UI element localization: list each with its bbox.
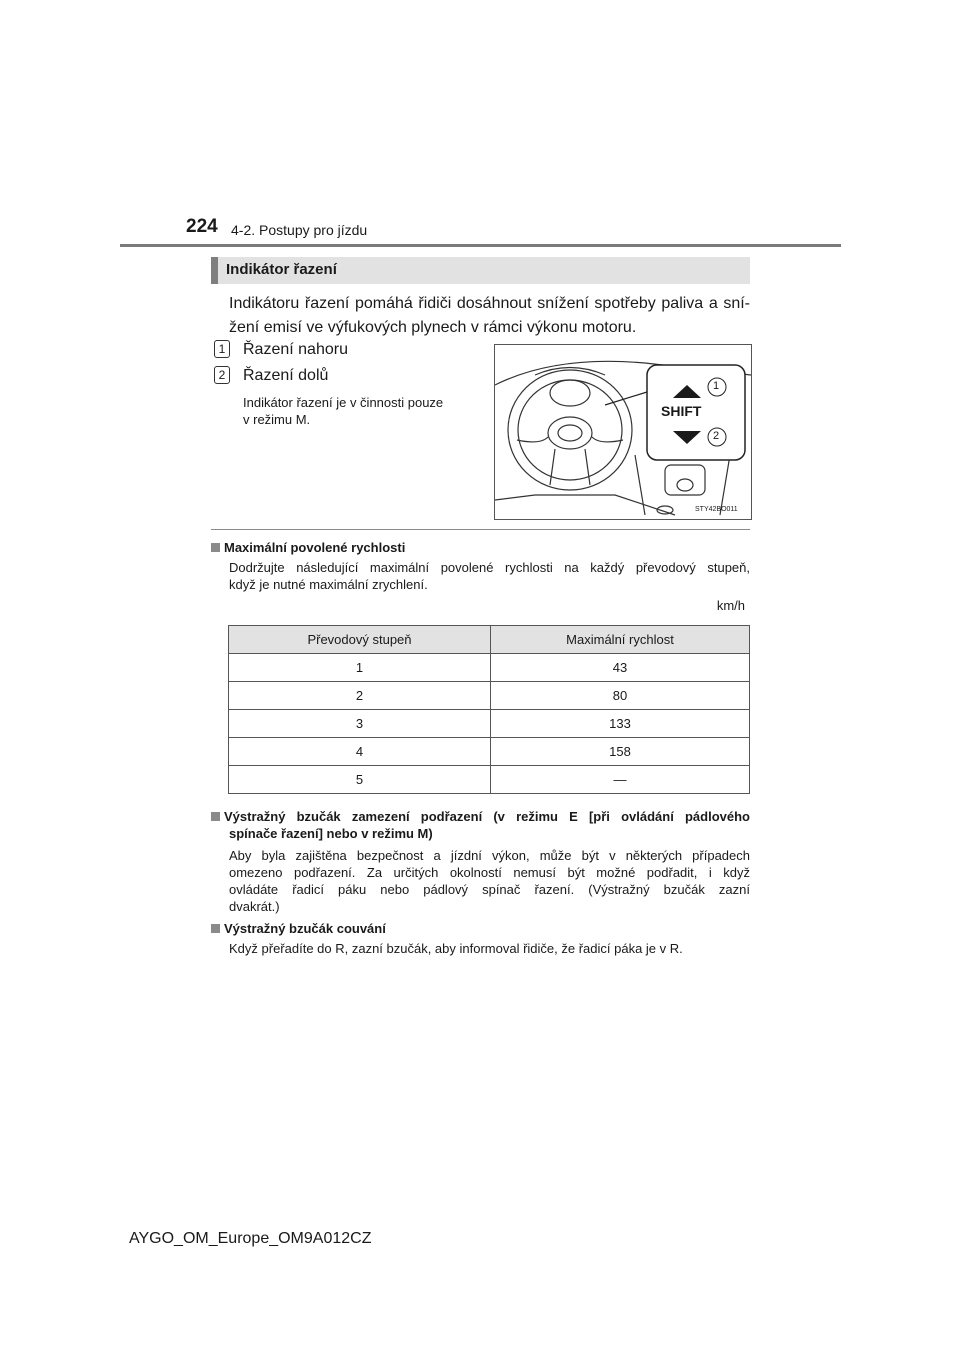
table-row [229, 682, 750, 710]
downshift-text-line-3: ovládáte řadicí páku nebo pádlový spínač řazení. (Výstražný bzučák zazní [229, 882, 750, 897]
table-row [229, 738, 750, 766]
table-row [229, 654, 750, 682]
shift-indicator-figure [494, 344, 752, 520]
list-item-downshift: Řazení dolů [243, 367, 329, 384]
speed-cell: 158 [491, 738, 750, 766]
speed-cell: 133 [491, 710, 750, 738]
reverse-heading-text: Výstražný bzučák couvání [224, 921, 386, 936]
callout-number-1: 1 [713, 380, 720, 392]
downshift-heading-line-2: spínače řazení] nebo v režimu M) [229, 826, 433, 841]
title-accent [211, 257, 218, 284]
note-line-1: Indikátor řazení je v činnosti pouze [243, 395, 444, 410]
column-header-speed: Maximální rychlost [491, 626, 750, 654]
table-row [229, 766, 750, 794]
shift-label: SHIFT [661, 403, 702, 419]
speed-unit: km/h [716, 598, 745, 613]
list-item-upshift: Řazení nahoru [243, 341, 348, 358]
speed-cell: 80 [491, 682, 750, 710]
gear-cell: 3 [229, 710, 491, 738]
max-speed-heading [211, 540, 405, 555]
max-speed-text-line-2: když je nutné maximální zrychlení. [229, 577, 428, 592]
bullet-square-icon [211, 812, 220, 821]
image-code: STY42BO011 [695, 506, 738, 513]
steering-wheel [508, 370, 632, 490]
header-divider [120, 244, 841, 247]
note-line-2: v režimu M. [243, 412, 311, 427]
max-speed-text-line-1: Dodržujte následující maximální povolené rychlosti na každý převodový stupeň, [229, 560, 750, 575]
page-number: 224 [186, 216, 218, 237]
downshift-heading-line-1: Výstražný bzučák zamezení podřazení (v režimu E [při ovládání pádlového [224, 809, 750, 824]
bullet-square-icon [211, 543, 220, 552]
section-divider [211, 529, 750, 530]
intro-line-2: žení emisí ve výfukových plynech v rámci výkonu motoru. [229, 319, 637, 336]
reverse-buzzer-heading [211, 921, 386, 936]
callout-number-2: 2 [713, 430, 720, 442]
reverse-buzzer-text: Když přeřadíte do R, zazní bzučák, aby informoval řidiče, že řadicí páka je v R. [229, 941, 683, 956]
section-reference: 4-2. Postupy pro jízdu [231, 222, 368, 238]
speed-cell: — [491, 766, 750, 794]
mode-note [243, 394, 483, 428]
downshift-text-line-2: omezeno podřazení. Za určitých okolností nemusí být možné podřadit, i když [229, 865, 750, 880]
gear-cell: 1 [229, 654, 491, 682]
intro-line-1: Indikátoru řazení pomáhá řidiči dosáhnout snížení spotřeby paliva a sní- [229, 295, 750, 312]
item-number-badge: 1 [214, 340, 230, 358]
column-header-gear: Převodový stupeň [229, 626, 491, 654]
downshift-text-line-1: Aby byla zajištěna bezpečnost a jízdní výkon, může být v některých případech [229, 848, 750, 863]
downshift-buzzer-heading [211, 809, 750, 824]
max-speed-table [228, 625, 750, 794]
gear-cell: 2 [229, 682, 491, 710]
section-title: Indikátor řazení [226, 261, 337, 278]
document-code: AYGO_OM_Europe_OM9A012CZ [129, 1230, 372, 1247]
table-header-row [229, 626, 750, 654]
section-title-bar [211, 257, 750, 284]
table-row [229, 710, 750, 738]
downshift-text-line-4: dvakrát.) [229, 899, 280, 914]
max-speed-heading-text: Maximální povolené rychlosti [224, 540, 406, 555]
speed-cell: 43 [491, 654, 750, 682]
item-number-badge: 2 [214, 366, 230, 384]
gear-cell: 5 [229, 766, 491, 794]
gear-cell: 4 [229, 738, 491, 766]
bullet-square-icon [211, 924, 220, 933]
